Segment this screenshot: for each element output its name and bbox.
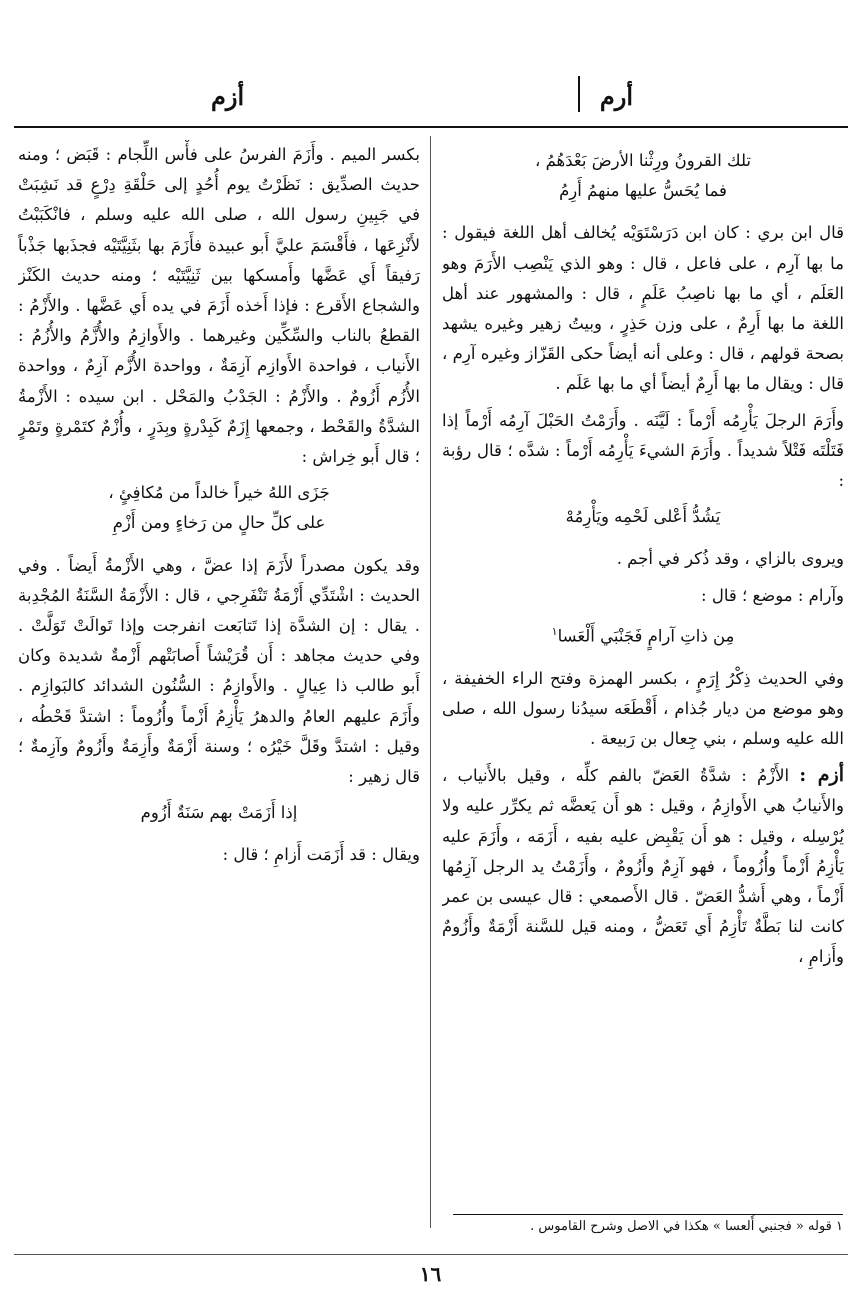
page-number: ١٦: [419, 1262, 442, 1286]
verse-block: [442, 502, 844, 532]
paragraph: وآرام : موضع ؛ قال :: [701, 585, 844, 605]
header-separator: [578, 76, 580, 112]
paragraph: ويقال : قد أَزَمَت أَزامِ ؛ قال :: [222, 845, 420, 865]
verse-block: [442, 617, 844, 652]
header-right-word: أرم: [599, 82, 633, 111]
verse-text: مِن ذاتِ آرامٍ فَجَنْبَي أَلْعَسا: [557, 626, 735, 646]
verse-line: جَزَى اللهُ خيراً خالداً من مُكافِئٍ ،: [108, 483, 330, 503]
paragraph: بكسر الميم . وأَزَمَ الفرسُ على فأْس اللِّجام : قَبَض ؛ ومنه حديث الصدِّيق : نَظَرْتُ يوم أُحُدٍ إلى حَلْقَةِ دِرْعٍ قد نَشِبَتْ في جَبِينِ رسول الله ، صلى الله عليه وسلم ، فانْكَبَبْتُ لأَنْزِعَها ، فأَقْسَمَ عليَّ أَبو عبيدة فأَزَمَ بها بثَنِيَّتَيْه فجذَبها جَذْباً رَفيقاً أَي عَضَّها وأَمسكها بين ثَنِيَّتَيْه ؛ ومنه حديث الكَنْز والشجاع الأَقرع : فإذا أَخذه أَزَمَ في يده أَي عَضَّها . والأَزْمُ : القطعُ بالناب والسِّكِّين وغيرهما . والأَوازِمُ والأُزَّمُ والأُزُمُ : الأَنياب ، فواحدة الأَوازِم آزِمَةٌ ، وواحدة الأُزَّم آزِمٌ ، وواحدة الأُزُم أَزُومٌ . والأَزْمُ : الجَدْبُ والمَحْل . ابن سيده : الأَزْمةُ الشدَّةُ والقَحْط ، وجمعها إِزَمٌ كَبِدْرةٍ وبِدَرٍ ، وأُزْمٌ كتَمْرةٍ وتَمْرٍ ؛ قال أَبو خِراش :: [18, 145, 420, 467]
left-column: [18, 140, 420, 1230]
verse-line: على كلِّ حالٍ من رَخاءٍ ومن أَزْمِ: [112, 513, 326, 533]
paragraph: قال ابن بري : كان ابن دَرَسْتَوَيْه يُخالف أهل اللغة فيقول : ما بها آرِم ، على فاعل ، قال : وهو الذي يَنْصِب الأَرَمَ وهو العَلَم ، أي ما بها ناصِبُ عَلَمٍ ، قال : والمشهور عند أهل اللغة ما بها أَرِمٌ ، على وزن حَذِرٍ ، وبيتُ زهير وغيره يشهد بصحة قولهم ، قال : وعلى أنه أيضاً حكى القَزّاز وغيره آرِم ، قال : ويقال ما بها أَرِمٌ أيضاً أي ما بها عَلَم .: [442, 223, 844, 394]
header-rule: [14, 126, 848, 128]
column-divider: [430, 136, 431, 1228]
entry-headword: أزم :: [799, 764, 844, 787]
paragraph: وأَرَمَ الرجلَ يَأْرِمُه أَرْماً : لَيَّنَه . وأَرَمْتُ الحَبْلَ آرِمُه أَرْماً إذا فَتَلْتَه فَتْلاً شديداً . وأَرَمَ الشيءَ يَأْرِمُه أَرْماً : شدَّه ؛ قال رؤبة :: [442, 410, 844, 491]
verse-block: [442, 146, 844, 206]
verse-line: يَشُدُّ أَعْلى لَحْمِه ويَأْرِمُهْ: [565, 507, 721, 527]
paragraph: وفي الحديث ذِكْرُ إِرَمٍ ، بكسر الهمزة وفتح الراء الخفيفة ، وهو موضع من ديار جُذام ، أَقْطَعَه سيدُنا رسول الله ، صلى الله عليه وسلم ، بني جِعال بن رَبيعة .: [442, 668, 844, 748]
verse-block: [18, 478, 420, 538]
right-column: [442, 140, 844, 1220]
verse-line: [442, 617, 844, 652]
verse-line: فما يُحَسُّ عليها منهمُ أَرِمُ: [559, 181, 727, 201]
paragraph: ويروى بالزاي ، وقد ذُكر في أجم .: [616, 549, 844, 569]
footnote-marker: ١: [551, 624, 558, 638]
verse-line: إذا أَزَمَتْ بهم سَنَةٌ أَزُوم: [140, 803, 298, 823]
entry-text: الأَزْمُ : شدَّةُ العَضّ بالفم كلِّه ، وقيل بالأَنياب ، والأَنيابُ هي الأَوازِمُ ، وقيل : هو أَن يَعضَّه ثم يكرِّر عليه ولا يُرْسِله ، وقيل : هو أَن يَقْبِض عليه بفيه ، أَزَمَه ، وأَزَمَ عليه يَأْزِمُ أَزْماً وأُزُوماً ، فهو آزِمٌ وأَزُومٌ ، وأَزَمْتُ يد الرجل آزِمُها أَزْماً ، وهي أَشدُّ العَضّ . قال الأَصمعي : قال عيسى بن عمر كانت لنا بَطَّةٌ تَأْزِمُ أَي تَعَضُّ ، ومنه قيل للسَّنة أَزْمَةٌ وأَزُومٌ وأَزامِ ،: [442, 766, 844, 967]
footer-rule: [14, 1254, 848, 1255]
paragraph: وقد يكون مصدراً لأَزَمَ إذا عضَّ ، وهي الأَزْمةُ أَيضاً . وفي الحديث : اشْتَدِّي أَزْمَةُ تَنْفَرِجي ، قال : الأَزْمَةُ السَّنَةُ المُجْدِبة . يقال : إن الشدَّة إذا تَتابَعت انفرجت وإذا تَوالَتْ تَوَلَّتْ . وفي حديث مجاهد : أَن قُرَيْشاً أَصابَتْهم أَزْمةٌ شديدة وكان أَبو طالب ذا عِيالٍ . والأَوازِمُ : السُّنُون الشدائد كالبَوازِم . وأَزَمَ عليهم العامُ والدهرُ يَأْزِمُ أَزْماً وأُزُوماً : اشتدَّ قَحْطُه ، وقيل : اشتدَّ وقَلَّ خَيْرُه ؛ وسنة أَزْمَةٌ وأَزِمَةٌ وأَزُومٌ وآزِمةٌ ؛ قال زهير :: [18, 555, 420, 787]
verse-block: [18, 798, 420, 828]
entry-paragraph: [442, 760, 844, 972]
header-left-word: أزم: [211, 82, 245, 111]
verse-line: تلك القرونُ ورِثْنا الأرضَ بَعْدَهُمُ ،: [535, 151, 751, 170]
footnote: ١ قوله « فجنبي أَلعسا » هكذا في الاصل وشرح القاموس .: [530, 1219, 843, 1234]
footnote-rule: [453, 1214, 843, 1215]
